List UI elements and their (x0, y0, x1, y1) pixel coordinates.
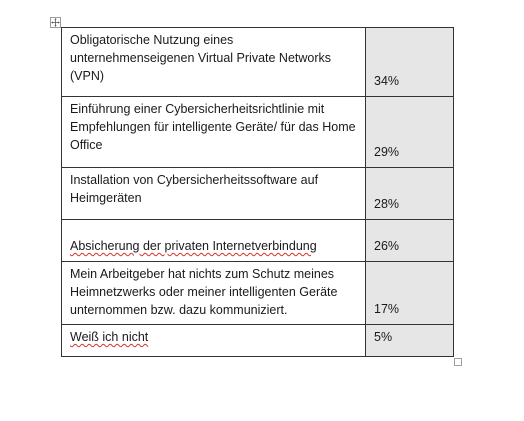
answer-label-cell[interactable] (62, 220, 366, 262)
table-row (62, 97, 454, 168)
answer-label: Einführung einer Cybersicherheitsrichtlinie mit Empfehlungen für intelligente Geräte/ für das Home Office (70, 102, 356, 152)
answer-label: Weiß ich nicht (70, 330, 149, 344)
table-row (62, 262, 454, 325)
move-arrows-icon (51, 18, 60, 27)
answer-percentage-cell[interactable] (366, 220, 454, 262)
table-resize-handle-icon[interactable] (454, 358, 462, 366)
table-row (62, 28, 454, 97)
answer-percentage: 5% (374, 330, 393, 344)
table-row (62, 325, 454, 357)
answer-percentage-cell[interactable] (366, 325, 454, 357)
answer-percentage: 26% (374, 239, 400, 253)
answer-label: Installation von Cybersicherheitssoftware auf Heimgeräten (70, 173, 319, 205)
answer-label: Mein Arbeitgeber hat nichts zum Schutz meines Heimnetzwerks oder meiner intelligenten Geräte unternommen bzw. dazu kommuniziert. (70, 267, 338, 317)
answer-label: Absicherung der privaten Internetverbindung (70, 239, 317, 253)
answer-label-cell[interactable] (62, 262, 366, 325)
answer-percentage: 29% (374, 145, 400, 159)
table-row (62, 220, 454, 262)
answer-label-cell[interactable] (62, 325, 366, 357)
answer-percentage: 17% (374, 302, 400, 316)
answer-label-cell[interactable] (62, 28, 366, 97)
answer-label-cell[interactable] (62, 168, 366, 220)
answer-label: Obligatorische Nutzung eines unternehmenseigenen Virtual Private Networks (VPN) (70, 33, 332, 83)
answer-percentage-cell[interactable] (366, 262, 454, 325)
answer-percentage: 34% (374, 74, 400, 88)
answer-percentage: 28% (374, 197, 400, 211)
survey-results-table (61, 27, 454, 357)
answer-percentage-cell[interactable] (366, 168, 454, 220)
answer-percentage-cell[interactable] (366, 28, 454, 97)
answer-percentage-cell[interactable] (366, 97, 454, 168)
table-row (62, 168, 454, 220)
table-move-handle-icon[interactable] (50, 17, 61, 28)
answer-label-cell[interactable] (62, 97, 366, 168)
